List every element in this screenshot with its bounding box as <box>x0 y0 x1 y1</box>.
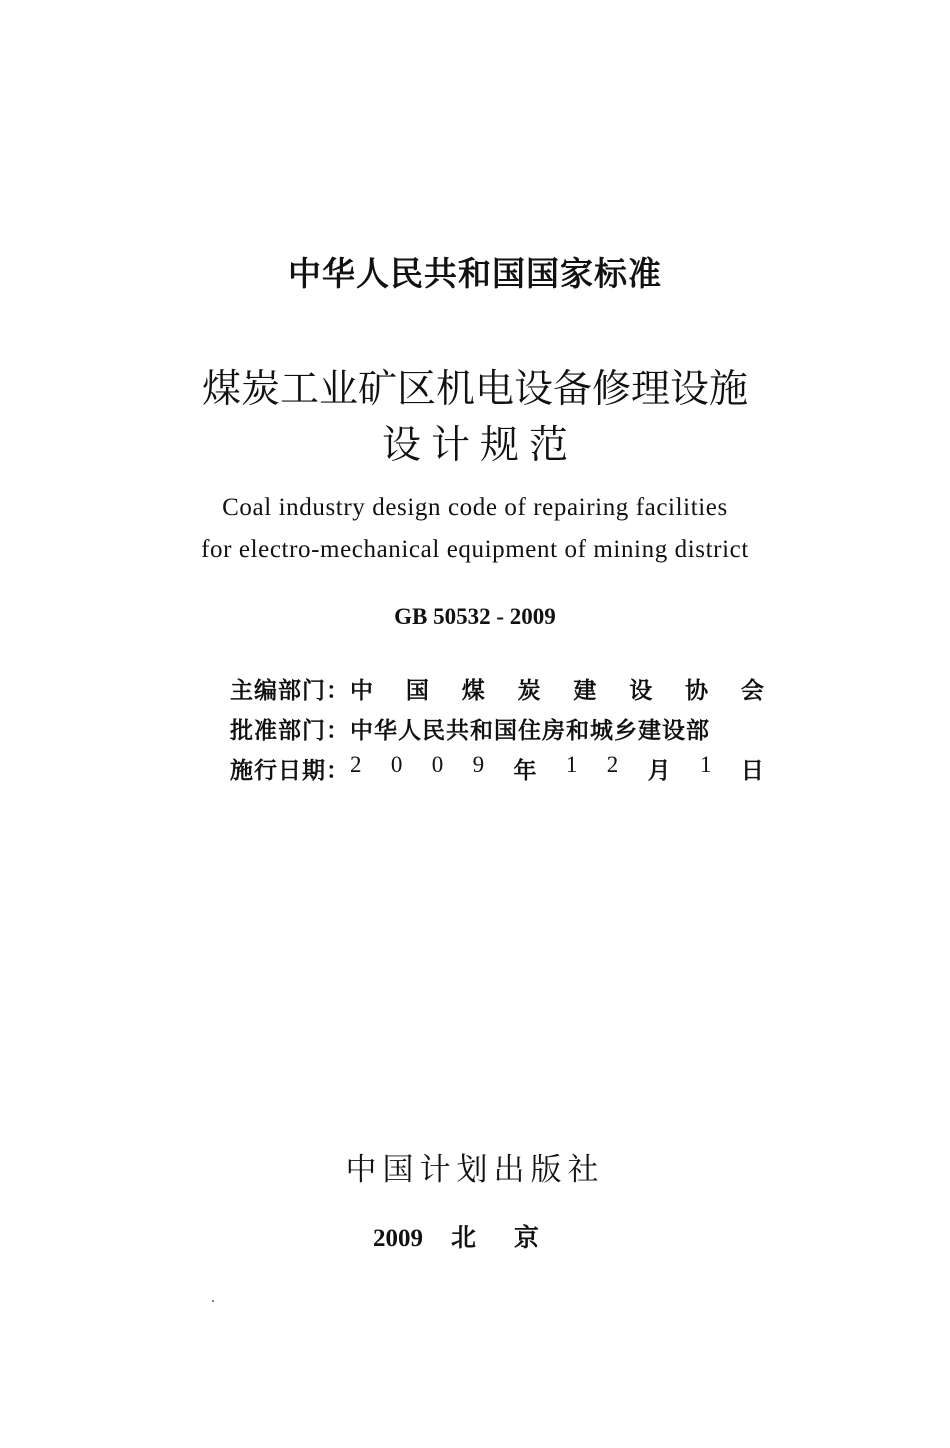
standard-code: GB 50532 - 2009 <box>394 604 556 629</box>
effective-date-row <box>230 750 770 786</box>
approval-department-value: 中华人民共和国住房和城乡建设部 <box>350 717 710 744</box>
editor-char: 会 <box>740 677 764 704</box>
editor-department-label: 主编部门： <box>230 677 350 704</box>
publication-year: 2009 <box>372 1225 423 1252</box>
date-char: 月 <box>647 757 671 784</box>
english-title-line-1: Coal industry design code of repairing facilities <box>222 494 728 521</box>
editor-char: 国 <box>405 677 429 704</box>
publisher-name: 中国计划出版社 <box>345 1152 605 1188</box>
editor-char: 中 <box>350 677 373 704</box>
date-char: 1 <box>700 751 712 777</box>
date-char: 2 <box>606 751 619 777</box>
editor-char: 炭 <box>517 677 541 704</box>
scan-speck <box>212 1300 214 1302</box>
approval-department-row <box>230 710 770 746</box>
date-char: 1 <box>565 751 578 777</box>
effective-date-label: 施行日期： <box>230 757 350 784</box>
date-char: 年 <box>513 757 537 784</box>
chinese-title-line-2: 设计规范 <box>381 423 578 468</box>
editor-char: 建 <box>573 677 597 704</box>
date-char: 9 <box>472 751 485 777</box>
approval-department-label: 批准部门： <box>230 717 350 744</box>
publication-city: 北京 <box>450 1223 577 1252</box>
editor-char: 设 <box>629 677 653 704</box>
chinese-title-line-1: 煤炭工业矿区机电设备修理设施 <box>201 367 748 412</box>
editor-department-value <box>350 672 770 705</box>
date-char: 日 <box>740 757 764 784</box>
editor-char: 协 <box>685 677 709 704</box>
date-char: 2 <box>350 751 362 777</box>
publication-year-place <box>0 1218 950 1254</box>
effective-date-value <box>350 752 770 785</box>
editor-char: 煤 <box>461 677 485 704</box>
english-title-line-2: for electro-mechanical equipment of mining district <box>201 536 749 563</box>
date-char: 0 <box>390 751 403 777</box>
date-char: 0 <box>431 751 444 777</box>
national-standard-heading: 中华人民共和国国家标准 <box>288 254 662 293</box>
editor-department-row <box>230 670 770 706</box>
